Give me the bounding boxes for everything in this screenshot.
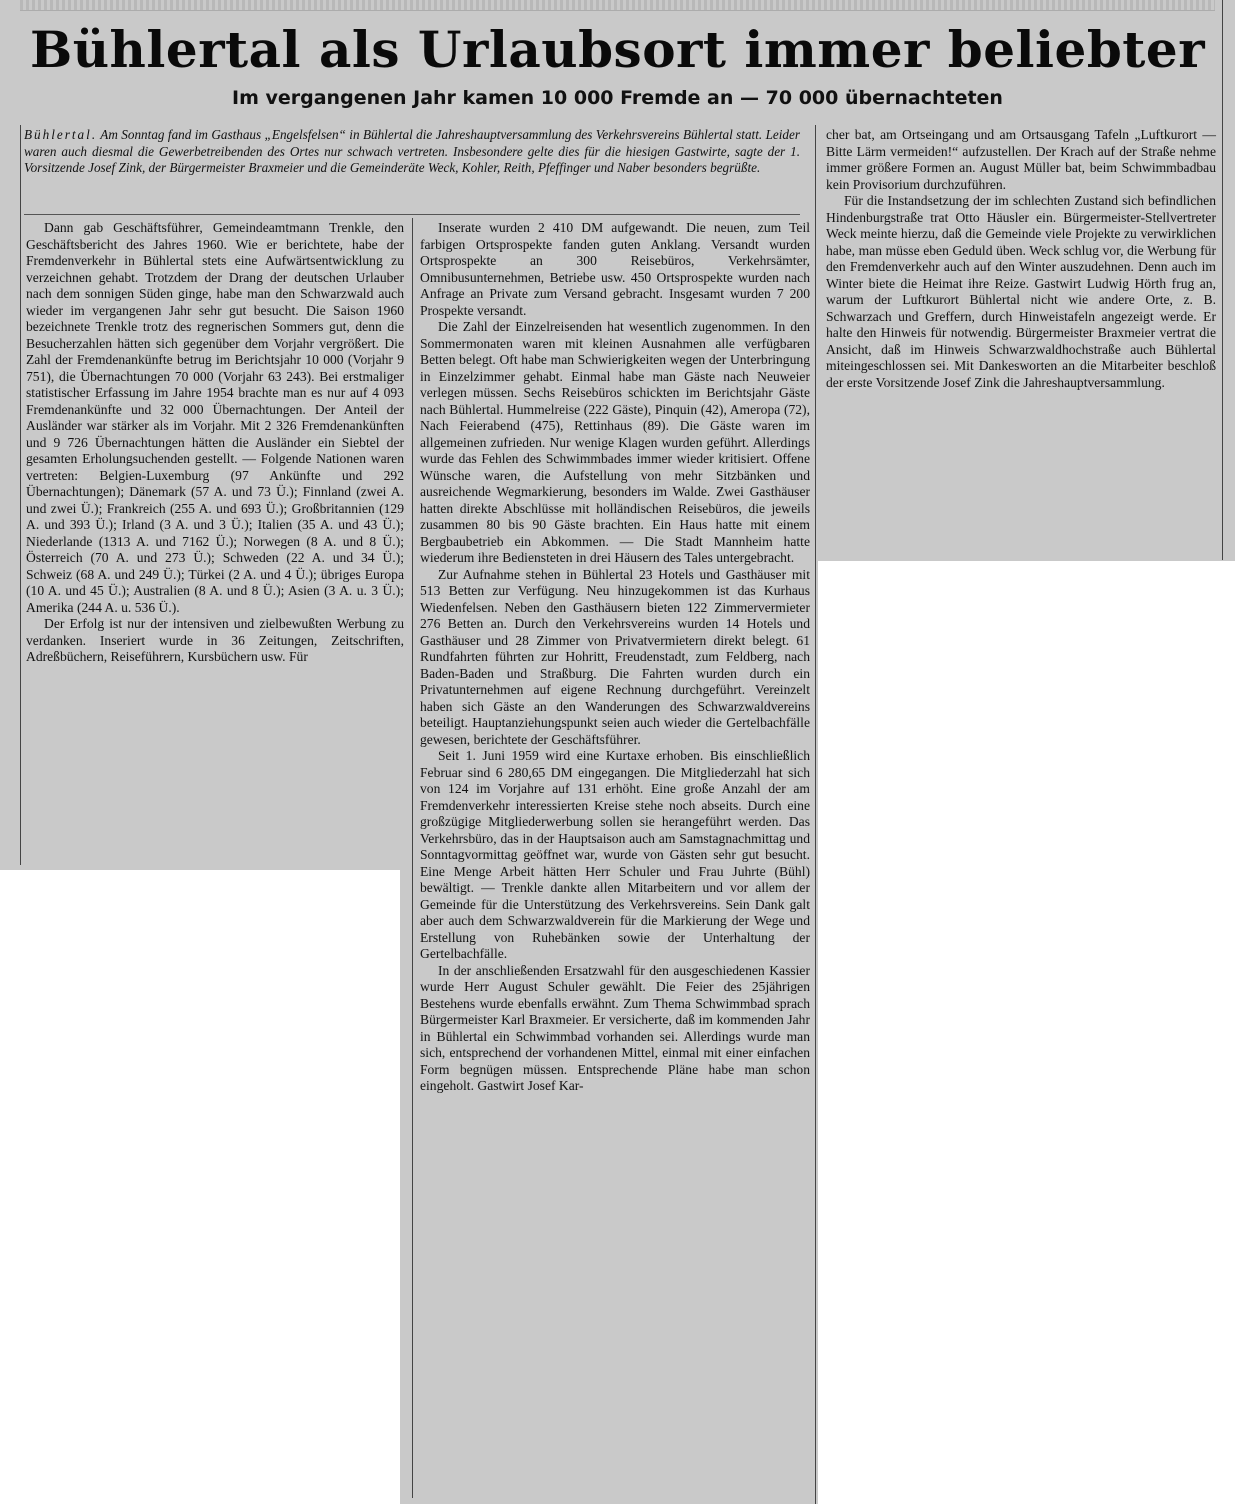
headline: Bühlertal als Urlaubsort immer beliebter (29, 20, 1206, 79)
col2-paragraph: Die Zahl der Einzelreisenden hat wesentlich zugenommen. In den Sommermonaten waren mit kleinen Ausnahmen alle verfügbaren Betten belegt. Oft habe man Schwierigkeiten wegen der Unterbringung in Einzelzimmer gehabt. Einmal habe man Gäste nach Neuweier verlegen müssen. Sechs Reisebüros schickten im Berichtsjahr Gäste nach Bühlertal. Hummelreise (222 Gäste), Pinquin (42), Ameropa (72), Nach Feierabend (475), Rettinhaus (89). Die Gäste waren im allgemeinen zufrieden. Nur wenige Klagen wurden geführt. Allerdings wurde das Fehlen des Schwimmbades immer wieder kritisiert. Offene Wünsche waren, die Aufstellung von mehr Sitzbänken und ausreichende Wegmarkierung, besonders im Walde. Zwei Gasthäuser hatten direkte Abschlüsse mit holländischen Reisebüros, die jeweils zusammen 80 bis 90 Gäste brachten. Ein Haus hatte mit einem Bergbaubetrieb ein Abkommen. — Die Stadt Mannheim hatte wiederum ihre Bediensteten in drei Häusern des Tales untergebracht. (420, 319, 810, 565)
column-rule-left (20, 125, 21, 865)
col3-paragraph: Für die Instandsetzung der im schlechten Zustand sich befindlichen Hindenburgstraße trat Otto Häusler ein. Bürgermeister-Stellvertreter Weck meinte hierzu, daß die Gemeinde viele Projekte zu verwirklichen habe, man müsse eben Geduld üben. Weck schlug vor, die Werbung für den Fremdenverkehr auch auf den Winter auszudehnen. Denn auch im Winter biete die Heimat ihre Reize. Gastwirt Ludwig Hörth frug an, warum der Luftkurort Bühlertal nicht wie andere Orte, z. B. Schwarzach und Greffern, durch Hinweistafeln angezeigt werde. Er halte den Hinweis für notwendig. Bürgermeister Braxmeier vertrat die Ansicht, daß im Hinweis Schwarzwaldhochstraße auch Bühlertal miteingeschlossen sei. Mit Dankesworten an die Mitarbeiter beschloß der erste Vorsitzende Josef Zink die Jahreshauptversammlung. (826, 193, 1216, 390)
column-rule-1-2 (412, 218, 413, 1498)
column-rule-2-3 (815, 125, 816, 1504)
col2-paragraph: In der anschließenden Ersatzwahl für den ausgeschiedenen Kassier wurde Herr August Schuler gewählt. Die Feier des 25jährigen Bestehens wurde ebenfalls erwähnt. Zum Thema Schwimmbad sprach Bürgermeister Karl Braxmeier. Er versicherte, daß im kommenden Jahr in Bühlertal ein Schwimmbad vorhanden sei. Allerdings wurde man sich, entsprechend der vorhandenen Mittel, einmal mit einer einfachen Form begnügen müssen. Entsprechende Pläne habe man schon eingeholt. Gastwirt Josef Kar- (420, 962, 810, 1093)
col1-paragraph: Dann gab Geschäftsführer, Gemeindeamtmann Trenkle, den Geschäftsbericht des Jahres 1960. Wie er berichtete, habe der Fremdenverkehr in Bühlertal stets eine Aufwärtsentwicklung zu verzeichnen gehabt. Trotzdem der Drang der deutschen Urlauber nach dem sonnigen Süden ginge, habe man den Schwarzwald auch wieder im vergangenen Jahr sehr gut besucht. Die Saison 1960 bezeichnete Trenkle trotz des regnerischen Sommers gut, denn die Besucherzahlen hätten sich gegenüber dem Vorjahr vergrößert. Die Zahl der Fremdenankünfte betrug im Berichtsjahr 10 000 (Vorjahr 9 751), die Übernachtungen 70 000 (Vorjahr 63 243). Bei erstmaliger statistischer Erfassung im Jahre 1954 brachte man es nur auf 4 093 Fremdenankünfte und 32 000 Übernachtungen. Der Anteil der Ausländer war stärker als im Vorjahr. Mit 2 326 Fremdenankünften und 9 726 Übernachtungen hätten die Ausländer ein Siebtel der gesamten Erholungsuchenden gestellt. — Folgende Nationen waren vertreten: Belgien-Luxemburg (97 Ankünfte und 292 Übernachtungen); Dänemark (57 A. und 73 Ü.); Finnland (zwei A. und zwei Ü.); Frankreich (255 A. und 693 Ü.); Großbritannien (129 A. und 393 Ü.); Irland (3 A. und 3 Ü.); Italien (35 A. und 43 Ü.); Niederlande (1313 A. und 7162 Ü.); Norwegen (8 A. und 8 Ü.); Österreich (70 A. und 273 Ü.); Schweden (22 A. und 34 Ü.); Schweiz (68 A. und 249 Ü.); Türkei (2 A. und 4 Ü.); übriges Europa (10 A. und 45 Ü.); Australien (8 A. und 8 Ü.); Asien (3 A. u. 3 Ü.); Amerika (244 A. u. 536 Ü.). (26, 220, 404, 615)
column-1 (26, 220, 404, 666)
col2-paragraph: Seit 1. Juni 1959 wird eine Kurtaxe erhoben. Bis einschließlich Februar sind 6 280,65 DM eingegangen. Die Mitgliederzahl hat sich von 124 im Vorjahre auf 131 erhöht. Eine große Anzahl der am Fremdenverkehr interessierten Kreise stehe noch abseits. Durch eine großzügige Mitgliederwerbung sollen sie herangeführt werden. Das Verkehrsbüro, das in der Hauptsaison auch am Samstagnachmittag und Sonntagvormittag geöffnet war, wurde von Gästen sehr gut besucht. Eine Menge Arbeit hätten Herr Schuler und Frau Juhrte (Bühl) bewältigt. — Trenkle dankte allen Mitarbeitern und vor allem der Gemeinde für die Unterstützung des Verkehrsvereins. Sein Dank galt aber auch dem Schwarzwaldverein für die Markierung der Wege und Erstellung von Ruhebänken sowie der Unterhaltung der Gertelbachfälle. (420, 748, 810, 961)
intro-divider (24, 214, 800, 215)
col2-paragraph: Inserate wurden 2 410 DM aufgewandt. Die neuen, zum Teil farbigen Ortsprospekte fanden guten Anklang. Versandt wurden Ortsprospekte an 300 Reisebüros, Verkehrsämter, Omnibusunternehmen, Betriebe usw. 450 Ortsprospekte wurden nach Anfrage an Private zum Versand gebracht. Insgesamt wurden 7 200 Prospekte versandt. (420, 220, 810, 318)
intro-paragraph (24, 127, 800, 177)
column-2 (420, 220, 810, 1095)
intro-place: Bühlertal. (24, 127, 98, 142)
intro-text: Am Sonntag fand im Gasthaus „Engelsfelsen“ in Bühlertal die Jahreshauptversammlung des Verkehrsvereins Bühlertal statt. Leider waren auch diesmal die Gewerbetreibenden des Ortes nur schwach vertreten. Insbesondere gelte dies für die hiesigen Gastwirte, sagte der 1. Vorsitzende Josef Zink, der Bürgermeister Braxmeier und die Gemeinderäte Weck, Kohler, Reith, Pfeffinger und Naber besonders begrüßte. (24, 127, 800, 175)
subheadline: Im vergangenen Jahr kamen 10 000 Fremde an — 70 000 übernachteten (232, 87, 1003, 109)
column-rule-right (1222, 0, 1223, 560)
col2-paragraph: Zur Aufnahme stehen in Bühlertal 23 Hotels und Gasthäuser mit 513 Betten zur Verfügung. Neu hinzugekommen ist das Kurhaus Wiedenfelsen. Neben den Gasthäusern bieten 122 Zimmervermieter 276 Betten an. Durch den Verkehrsvereins wurden 14 Hotels und Gasthäuser und 28 Zimmer von Privatvermietern direkt belegt. 61 Rundfahrten führten zur Hohritt, Freudenstadt, zum Feldberg, nach Baden-Baden und Straßburg. Die Fahrten wurden durch ein Privatunternehmen auf eigene Rechnung durchgeführt. Vereinzelt haben sich Gäste an den Wanderungen des Schwarzwaldvereins beteiligt. Hauptanziehungspunkt seien auch wieder die Gertelbachfälle gewesen, berichtete der Geschäftsführer. (420, 566, 810, 747)
col3-paragraph: cher bat, am Ortseingang und am Ortsausgang Tafeln „Luftkurort — Bitte Lärm vermeiden!“ aufzustellen. Der Krach auf der Straße nehme immer größere Formen an. August Müller bat, beim Schwimmbadbau kein Provisorium durchzuführen. (826, 127, 1216, 192)
col1-paragraph: Der Erfolg ist nur der intensiven und zielbewußten Werbung zu verdanken. Inseriert wurde in 36 Zeitungen, Zeitschriften, Adreßbüchern, Reiseführern, Kursbüchern usw. Für (26, 616, 404, 664)
column-3 (826, 127, 1216, 391)
cut-off-previous-text (20, 0, 1215, 11)
